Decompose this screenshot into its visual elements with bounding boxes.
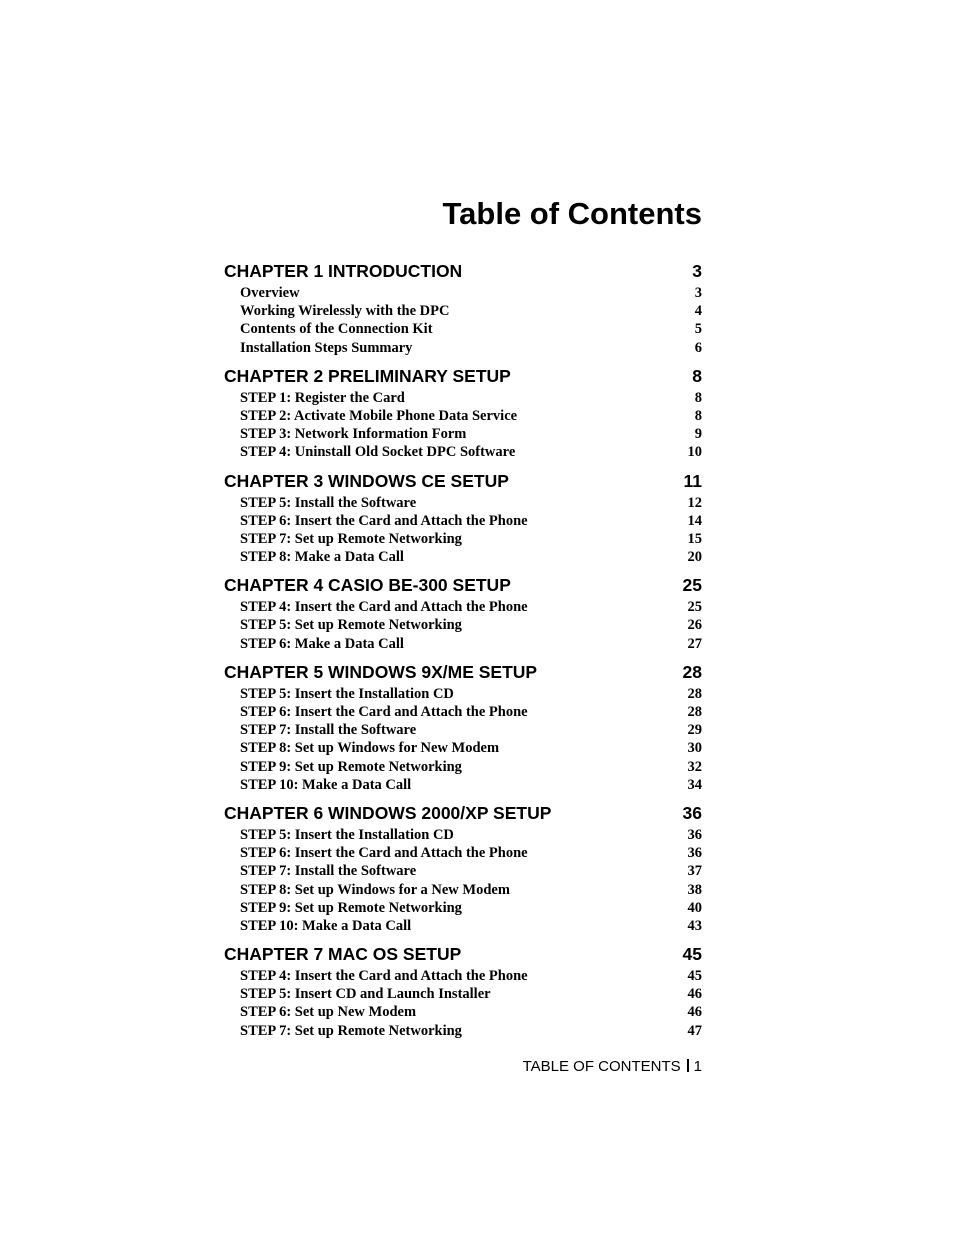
toc-chapter <box>224 660 702 794</box>
section-page-number: 34 <box>687 776 702 793</box>
section-page-number: 29 <box>687 722 702 739</box>
section-title: STEP 7: Set up Remote Networking <box>240 530 462 547</box>
section-entry[interactable] <box>224 284 702 302</box>
section-page-number: 8 <box>694 389 702 406</box>
section-title: STEP 10: Make a Data Call <box>240 917 412 934</box>
section-page-number: 14 <box>687 512 702 529</box>
chapter-entry[interactable] <box>224 942 702 967</box>
section-page-number: 43 <box>687 917 702 934</box>
section-page-number: 28 <box>687 685 702 702</box>
section-title: STEP 2: Activate Mobile Phone Data Service <box>240 407 518 424</box>
section-entry[interactable] <box>224 616 702 634</box>
section-page-number: 36 <box>687 845 702 862</box>
chapter-title: CHAPTER 4 CASIO BE-300 SETUP <box>224 575 511 596</box>
section-title: STEP 10: Make a Data Call <box>240 776 412 793</box>
section-page-number: 27 <box>687 635 702 652</box>
section-title: STEP 8: Make a Data Call <box>240 549 404 566</box>
section-entry[interactable] <box>224 758 702 776</box>
section-page-number: 5 <box>694 321 702 338</box>
section-entry[interactable] <box>224 425 702 443</box>
section-title: STEP 4: Insert the Card and Attach the Phone <box>240 968 528 985</box>
section-entry[interactable] <box>224 512 702 530</box>
toc-chapter <box>224 573 702 653</box>
section-page-number: 12 <box>687 494 702 511</box>
section-title: STEP 4: Insert the Card and Attach the Phone <box>240 599 528 616</box>
section-entry[interactable] <box>224 443 702 461</box>
section-page-number: 15 <box>687 530 702 547</box>
chapter-page-number: 11 <box>683 470 702 491</box>
toc-chapter <box>224 469 702 567</box>
section-title: STEP 8: Set up Windows for a New Modem <box>240 881 510 898</box>
section-entry[interactable] <box>224 1003 702 1021</box>
footer-page-number: 1 <box>693 1058 702 1075</box>
section-page-number: 6 <box>694 339 702 356</box>
section-title: STEP 8: Set up Windows for New Modem <box>240 740 500 757</box>
section-title: Overview <box>240 285 300 301</box>
chapter-page-number: 3 <box>692 261 702 281</box>
section-entry[interactable] <box>224 862 702 880</box>
section-entry[interactable] <box>224 494 702 512</box>
section-page-number: 46 <box>687 1004 702 1021</box>
section-page-number: 20 <box>687 549 702 566</box>
table-of-contents <box>224 259 702 1047</box>
section-entry[interactable] <box>224 776 702 794</box>
section-entry[interactable] <box>224 739 702 757</box>
section-title: Installation Steps Summary <box>240 339 413 356</box>
section-entry[interactable] <box>224 967 702 985</box>
section-title: STEP 1: Register the Card <box>240 389 405 406</box>
section-title: STEP 9: Set up Remote Networking <box>240 758 462 775</box>
section-page-number: 25 <box>687 599 702 616</box>
chapter-title: CHAPTER 3 WINDOWS CE SETUP <box>224 470 509 491</box>
footer-label: TABLE OF CONTENTS <box>522 1058 681 1075</box>
section-entry[interactable] <box>224 826 702 844</box>
section-title: STEP 7: Install the Software <box>240 722 417 739</box>
section-title: STEP 6: Insert the Card and Attach the Phone <box>240 845 528 862</box>
chapter-title: CHAPTER 2 PRELIMINARY SETUP <box>224 365 511 386</box>
section-title: STEP 6: Insert the Card and Attach the Phone <box>240 704 528 720</box>
section-entry[interactable] <box>224 320 702 338</box>
section-page-number: 45 <box>687 968 702 985</box>
section-page-number: 37 <box>687 863 702 880</box>
section-title: STEP 9: Set up Remote Networking <box>240 899 462 916</box>
chapter-title: CHAPTER 1 INTRODUCTION <box>224 261 463 281</box>
section-entry[interactable] <box>224 899 702 917</box>
section-entry[interactable] <box>224 685 702 703</box>
chapter-title: CHAPTER 6 WINDOWS 2000/XP SETUP <box>224 802 552 823</box>
chapter-entry[interactable] <box>224 801 702 826</box>
section-title: Contents of the Connection Kit <box>240 321 433 338</box>
section-entry[interactable] <box>224 917 702 935</box>
chapter-page-number: 8 <box>692 365 702 386</box>
section-page-number: 4 <box>694 303 702 320</box>
section-title: Working Wirelessly with the DPC <box>240 303 450 320</box>
section-title: STEP 7: Set up Remote Networking <box>240 1022 462 1039</box>
section-entry[interactable] <box>224 1022 702 1040</box>
section-entry[interactable] <box>224 598 702 616</box>
section-title: STEP 5: Set up Remote Networking <box>240 617 462 634</box>
toc-chapter <box>224 801 702 935</box>
chapter-entry[interactable] <box>224 573 702 598</box>
chapter-title: CHAPTER 5 WINDOWS 9X/ME SETUP <box>224 661 538 682</box>
section-title: STEP 7: Install the Software <box>240 863 417 880</box>
section-page-number: 38 <box>687 881 702 898</box>
toc-chapter <box>224 942 702 1040</box>
section-title: STEP 6: Set up New Modem <box>240 1004 417 1021</box>
chapter-page-number: 45 <box>682 944 702 965</box>
section-title: STEP 4: Uninstall Old Socket DPC Software <box>240 444 516 461</box>
section-page-number: 9 <box>694 426 702 443</box>
toc-chapter <box>224 259 702 357</box>
chapter-entry[interactable] <box>224 364 702 389</box>
chapter-page-number: 36 <box>682 802 702 823</box>
section-page-number: 10 <box>687 444 702 461</box>
section-entry[interactable] <box>224 985 702 1003</box>
section-title: STEP 5: Insert the Installation CD <box>240 685 454 702</box>
page-footer <box>523 1057 702 1077</box>
section-entry[interactable] <box>224 530 702 548</box>
section-title: STEP 6: Make a Data Call <box>240 635 404 652</box>
section-page-number: 40 <box>687 899 702 916</box>
chapter-entry[interactable] <box>224 469 702 494</box>
section-entry[interactable] <box>224 548 702 566</box>
footer-separator <box>687 1059 689 1072</box>
section-entry[interactable] <box>224 339 702 357</box>
section-entry[interactable] <box>224 302 702 320</box>
section-title: STEP 5: Insert CD and Launch Installer <box>240 986 491 1003</box>
section-entry[interactable] <box>224 721 702 739</box>
page-title: Table of Contents <box>442 196 702 231</box>
section-page-number: 36 <box>687 826 702 843</box>
section-title: STEP 5: Insert the Installation CD <box>240 826 454 843</box>
section-page-number: 30 <box>687 740 702 757</box>
section-page-number: 26 <box>687 617 702 634</box>
section-title: STEP 5: Install the Software <box>240 494 417 511</box>
section-page-number: 28 <box>687 704 702 720</box>
section-title: STEP 6: Insert the Card and Attach the Phone <box>240 512 528 529</box>
chapter-entry[interactable] <box>224 660 702 685</box>
section-page-number: 32 <box>687 758 702 775</box>
section-title: STEP 3: Network Information Form <box>240 426 467 443</box>
section-entry[interactable] <box>224 407 702 425</box>
chapter-page-number: 25 <box>682 575 702 596</box>
section-entry[interactable] <box>224 881 702 899</box>
chapter-entry[interactable] <box>224 259 702 284</box>
section-entry[interactable] <box>224 703 702 721</box>
chapter-title: CHAPTER 7 MAC OS SETUP <box>224 944 462 965</box>
section-page-number: 47 <box>687 1022 702 1039</box>
section-page-number: 8 <box>694 407 702 424</box>
section-entry[interactable] <box>224 389 702 407</box>
section-entry[interactable] <box>224 844 702 862</box>
section-page-number: 46 <box>687 986 702 1003</box>
toc-chapter <box>224 364 702 462</box>
chapter-page-number: 28 <box>682 661 702 682</box>
section-entry[interactable] <box>224 635 702 653</box>
section-page-number: 3 <box>694 285 702 301</box>
